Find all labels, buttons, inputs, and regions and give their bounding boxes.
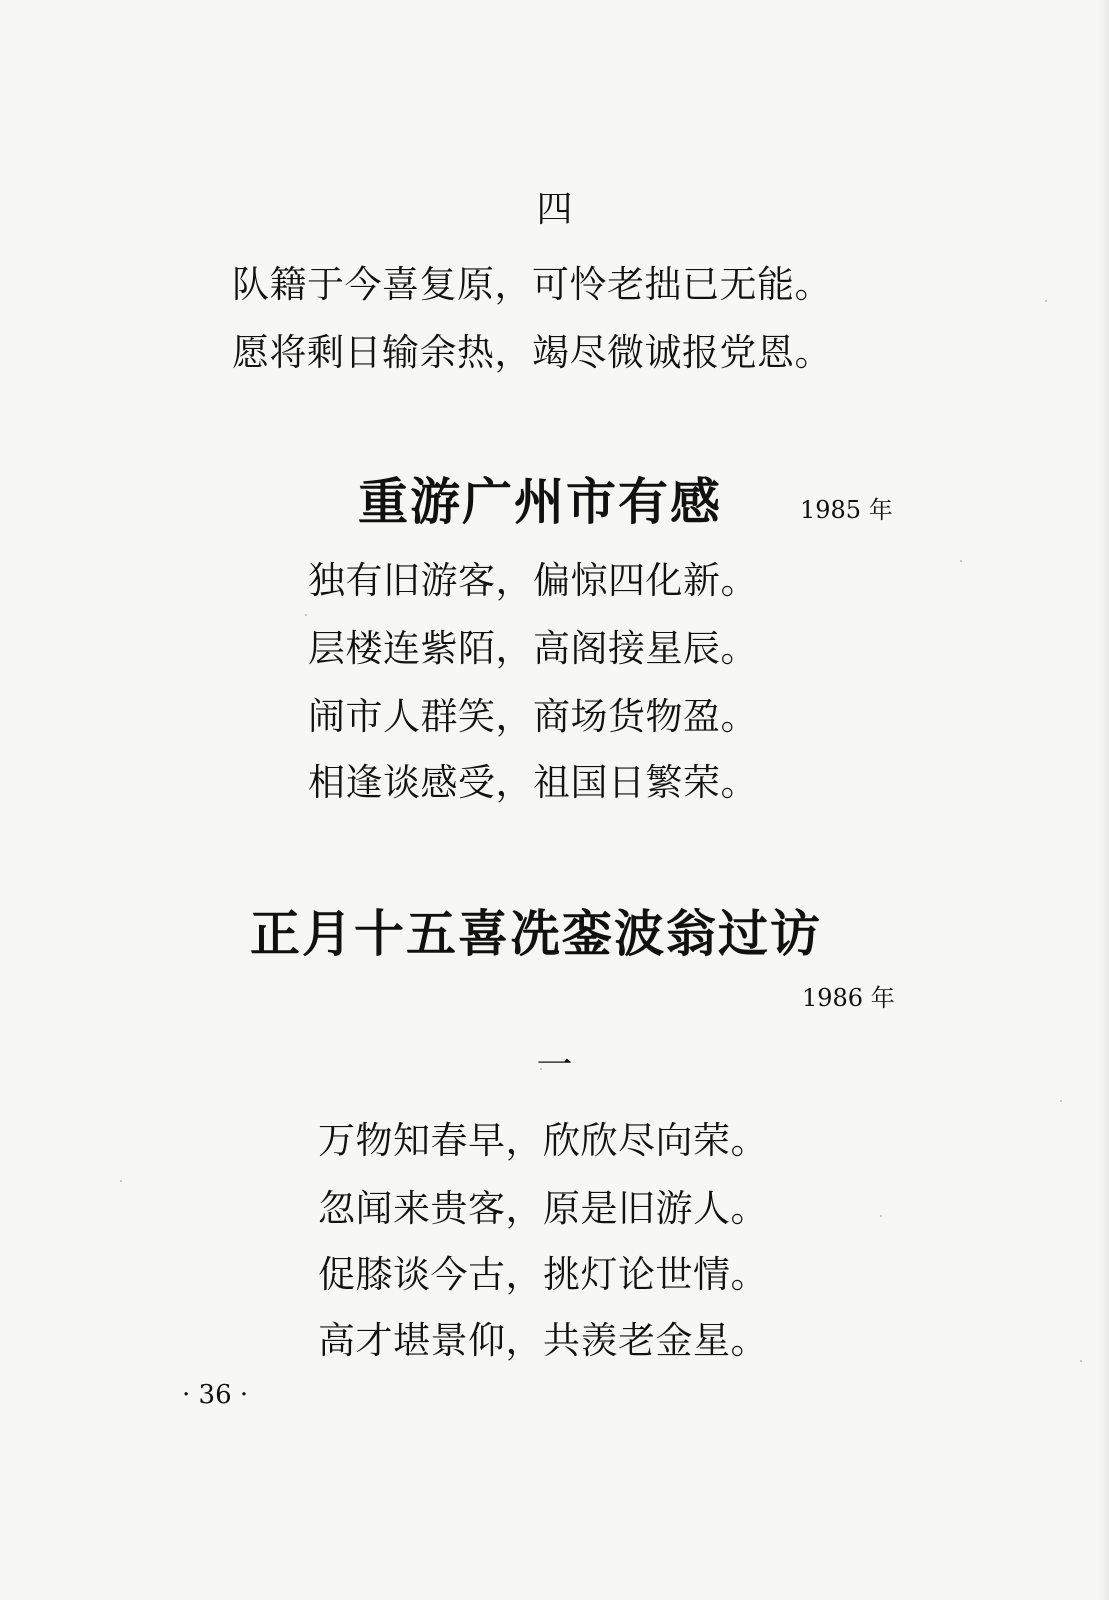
poem-title: 重游广州市有感 [358, 472, 722, 531]
page-number: · 36 · [182, 1380, 249, 1410]
poem-line: 层楼连紫陌，高阁接星辰。 [308, 627, 758, 670]
scan-speck [1060, 1100, 1062, 1102]
poem-line: 独有旧游客，偏惊四化新。 [308, 559, 758, 602]
poem-line: 高才堪景仰，共羡老金星。 [318, 1319, 768, 1362]
poem-line: 队籍于今喜复原，可怜老拙已无能。 [232, 263, 832, 306]
poem-line: 愿将剩日输余热，竭尽微诚报党恩。 [232, 331, 832, 374]
scan-speck [1080, 1360, 1082, 1362]
poem-title: 正月十五喜冼銮波翁过访 [250, 904, 822, 963]
scan-speck [305, 614, 307, 616]
scan-speck [120, 1180, 122, 1182]
poem-line: 忽闻来贵客，原是旧游人。 [318, 1187, 768, 1230]
scan-speck [1045, 300, 1047, 302]
poem-line: 相逢谈感受，祖国日繁荣。 [308, 761, 758, 804]
poem-line: 万物知春早，欣欣尽向荣。 [318, 1119, 768, 1162]
scan-speck [960, 560, 962, 562]
poem-line: 闹市人群笑，商场货物盈。 [308, 695, 758, 738]
page-edge-shadow [1099, 0, 1109, 1600]
poem-line: 促膝谈今古，挑灯论世情。 [318, 1253, 768, 1296]
scan-speck [880, 1215, 882, 1217]
section-number: 四 [536, 189, 573, 230]
section-number: 一 [536, 1045, 573, 1086]
poem-year: 1985 年 [800, 496, 893, 524]
poem-year: 1986 年 [802, 984, 895, 1012]
